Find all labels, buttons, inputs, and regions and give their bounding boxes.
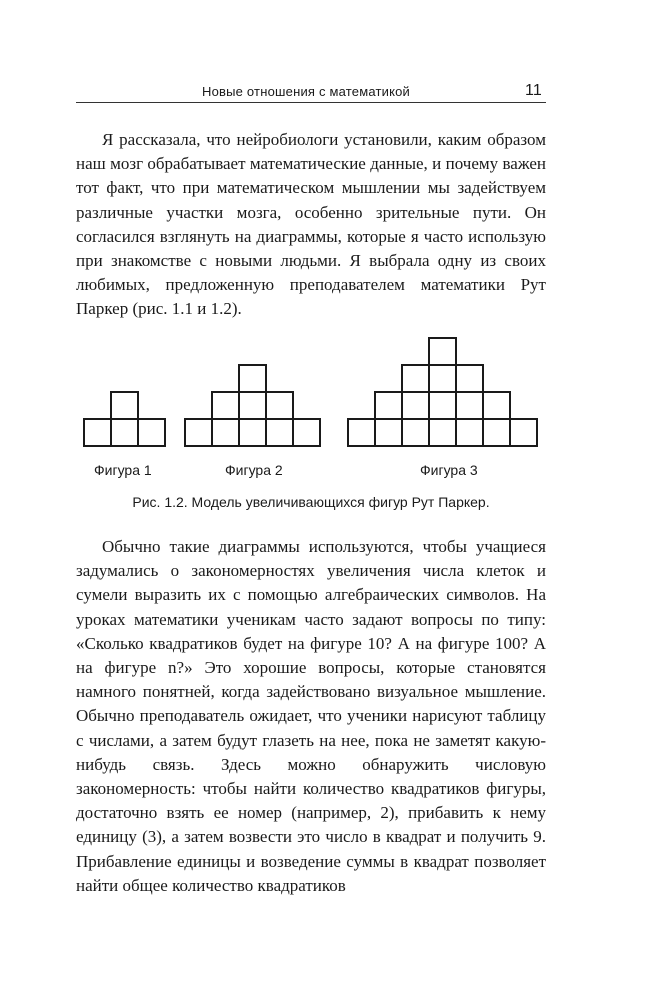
page-number: 11: [524, 82, 542, 99]
figure-3-squares: [348, 338, 537, 446]
paragraph-1-text: Я рассказала, что нейробиологи установили, каким образом наш мозг обрабатывает математические данные, и почему важен тот факт, что при математическом мышлении мы задействуем различные участки мозга, особенно зрительные пути. Он согласился взглянуть на диаграммы, которые я часто использую при знакомстве с новыми людьми. Я выбрала одну из своих любимых, предложенную преподавателем математики Рут Паркер (рис. 1.1 и 1.2).: [76, 130, 546, 319]
figure-1-squares: [84, 392, 165, 446]
figure-2-label: Фигура 2: [225, 462, 283, 478]
pyramid-figures-svg: [0, 330, 659, 455]
paragraph-2: [76, 535, 546, 898]
figure-2-squares: [185, 365, 320, 446]
paragraph-1: [76, 128, 546, 322]
paragraph-2-text: Обычно такие диаграммы используются, чтобы учащиеся задумались о закономерностях увеличения числа клеток и сумели выразить их с помощью алгебраических символов. На уроках математики ученикам часто задают вопросы по типу: «Сколько квадратиков будет на фигуре 10? А на фигуре 100? А на фигуре n?» Это хорошие вопросы, которые становятся намного понятней, когда задействовано визуальное мышление. Обычно преподаватель ожидает, что ученики нарисуют таблицу с числами, а затем будут глазеть на нее, пока не заметят какую-нибудь связь. Здесь можно обнаружить числовую закономерность: чтобы найти количество квадратиков фигуры, достаточно взять ее номер (например, 2), прибавить к нему единицу (3), а затем возвести это число в квадрат и получить 9. Прибавление единицы и возведение суммы в квадрат позволяет найти общее количество квадратиков: [76, 537, 546, 895]
running-head: [76, 82, 546, 102]
header-rule: [76, 102, 546, 103]
figure-caption: Рис. 1.2. Модель увеличивающихся фигур Рут Паркер.: [132, 494, 490, 510]
figure-1-label: Фигура 1: [94, 462, 152, 478]
running-head-title: Новые отношения с математикой: [202, 84, 411, 99]
figure-3-label: Фигура 3: [420, 462, 478, 478]
